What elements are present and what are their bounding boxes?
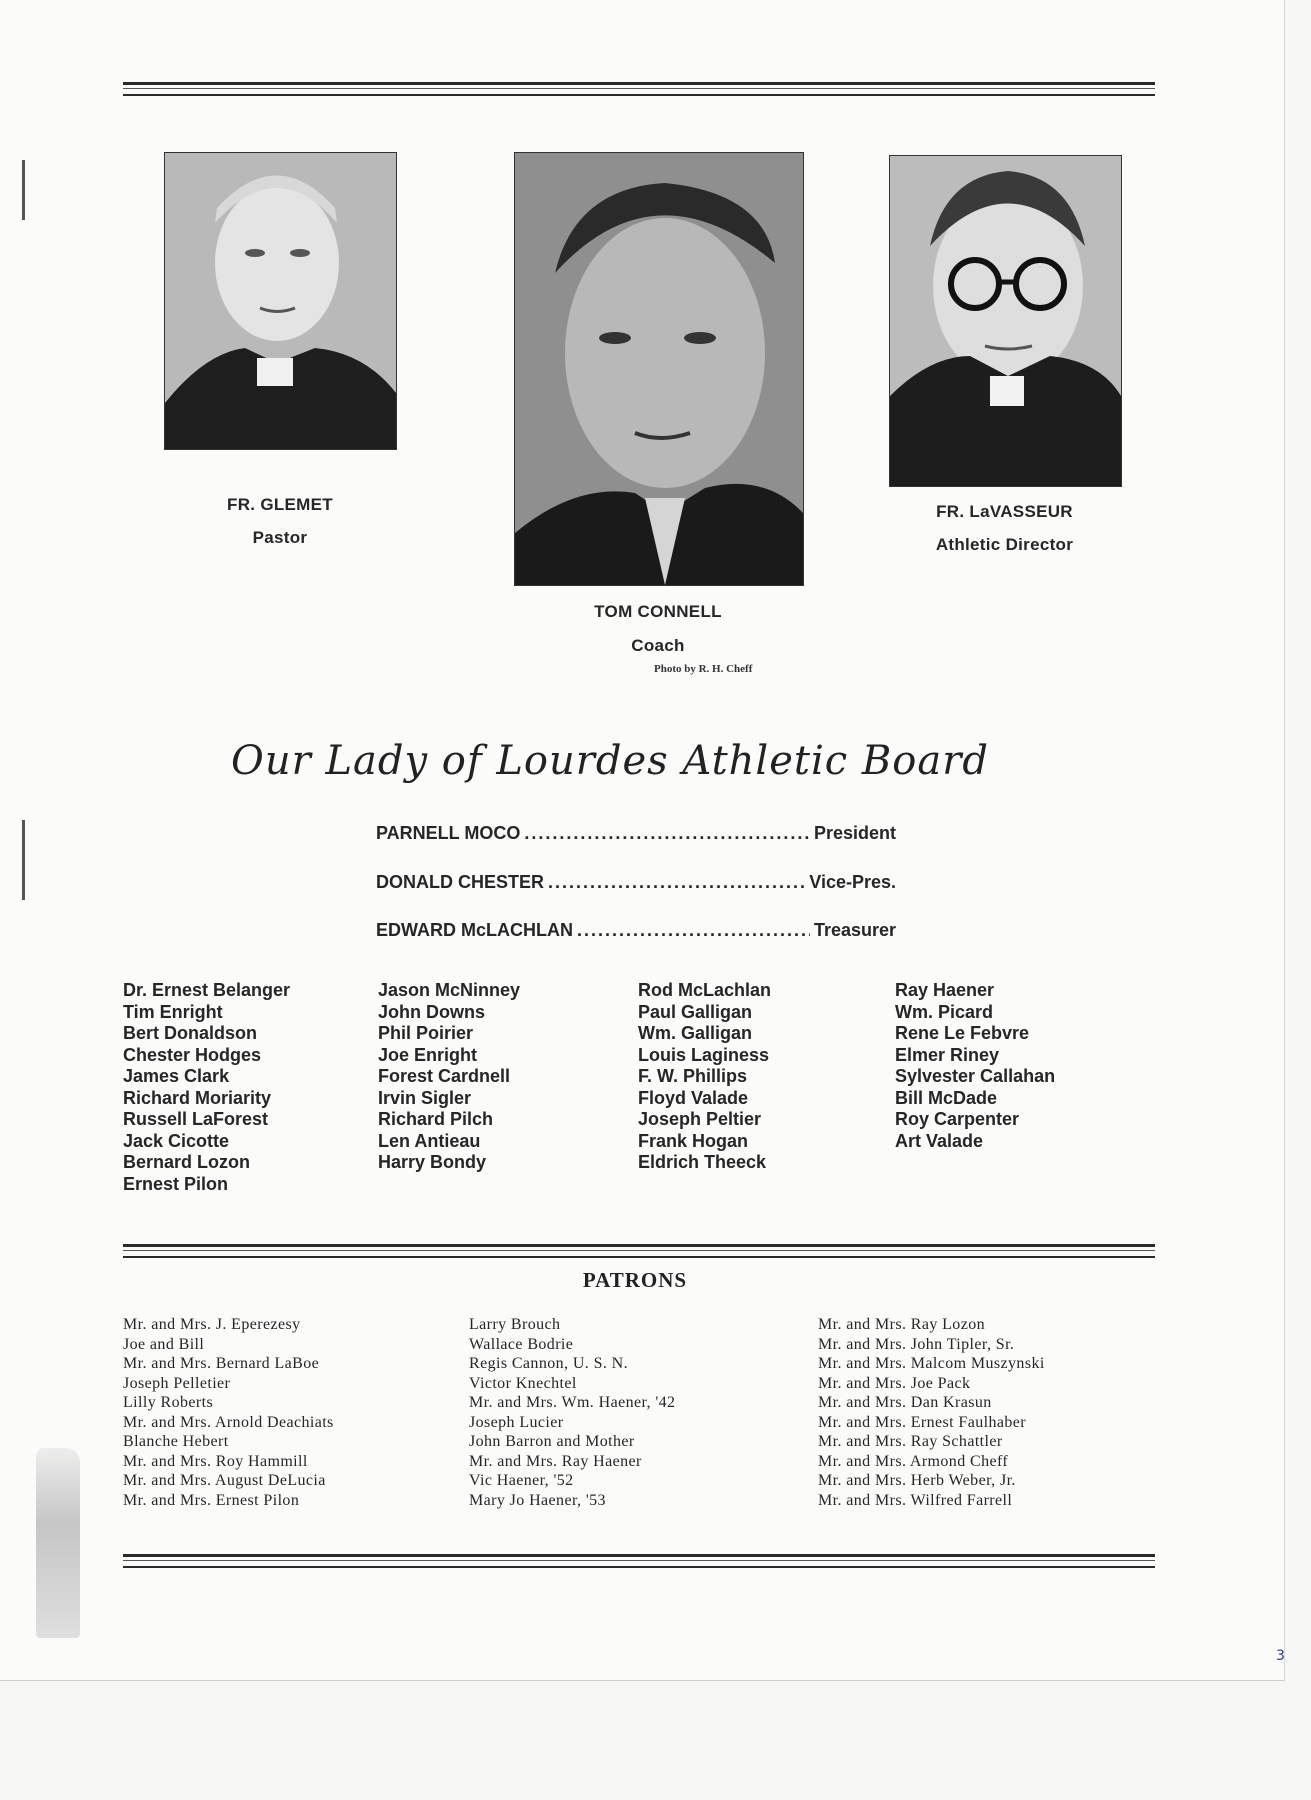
list-item: Russell LaForest [123,1109,269,1129]
list-item: Mr. and Mrs. Armond Cheff [818,1452,1009,1470]
list-item: Mr. and Mrs. Ernest Faulhaber [818,1413,1027,1431]
list-item: Mary Jo Haener, '53 [469,1491,606,1509]
list-item: Art Valade [895,1130,984,1151]
list-item: Mr. and Mrs. Joe Pack [818,1374,971,1392]
middle-rule [123,1244,1155,1258]
list-item: Mr. and Mrs. Wm. Haener, '42 [469,1394,676,1411]
list-item: Mr. and Mrs. Malcom Muszynski [818,1355,1045,1372]
list-item: Wm. Galligan [638,1023,753,1043]
leader-dots [577,920,810,941]
list-item: Chester Hodges [123,1044,262,1065]
list-item: Ray Haener [895,980,995,1000]
officer-row [376,872,896,898]
list-item: Irvin Sigler [378,1087,472,1108]
top-rule [123,82,1155,96]
list-item: F. W. Phillips [638,1066,748,1086]
list-item: Sylvester Callahan [895,1066,1056,1086]
leader-dots [548,872,805,893]
list-item: Forest Cardnell [378,1066,511,1086]
list-item: Joe and Bill [123,1335,205,1353]
list-item: Mr. and Mrs. Roy Hammill [123,1452,308,1470]
board-members-col4 [895,980,1055,1152]
list-item: Louis Laginess [638,1044,770,1065]
list-item: Frank Hogan [638,1130,749,1151]
officer-name: DONALD CHESTER [376,872,545,892]
list-item: Vic Haener, '52 [469,1472,574,1489]
list-item: Mr. and Mrs. August DeLucia [123,1472,326,1489]
scan-edge-mark [22,820,25,900]
patrons-col1 [123,1315,334,1510]
list-item: Joseph Peltier [638,1109,762,1129]
list-item: Larry Brouch [469,1316,561,1333]
list-item: Harry Bondy [378,1152,487,1172]
caption-name-center: TOM CONNELL [594,602,722,621]
scan-edge-mark [22,160,25,220]
list-item: Wallace Bodrie [469,1335,574,1353]
patrons-col3 [818,1315,1045,1510]
list-item: Richard Moriarity [123,1087,272,1108]
officer-row [376,823,896,849]
list-item: Mr. and Mrs. J. Eperezesy [123,1316,301,1333]
list-item: Jason McNinney [378,980,521,1000]
board-members-col2 [378,980,520,1174]
scan-smudge [36,1448,80,1638]
caption-role-left: Pastor [252,528,308,547]
caption-role-right: Athletic Director [935,535,1074,554]
patrons-col2 [469,1315,675,1510]
caption-role-center: Coach [631,636,685,655]
officer-title: Vice-Pres. [809,872,896,892]
list-item: Blanche Hebert [123,1433,229,1450]
board-members-col1 [123,980,290,1195]
bottom-rule [123,1554,1155,1568]
list-item: Rene Le Febvre [895,1023,1030,1043]
board-title: Our Lady of Lourdes Athletic Board [231,738,989,784]
list-item: Roy Carpenter [895,1109,1020,1129]
patrons-title: PATRONS [582,1268,688,1292]
list-item: Paul Galligan [638,1001,753,1022]
list-item: Mr. and Mrs. Dan Krasun [818,1394,992,1411]
list-item: Mr. and Mrs. John Tipler, Sr. [818,1335,1015,1353]
list-item: Eldrich Theeck [638,1152,767,1172]
portrait-tom-connell [514,152,804,586]
portrait-fr-lavasseur [889,155,1122,487]
officer-name: EDWARD McLACHLAN [376,920,573,940]
list-item: Bernard Lozon [123,1152,251,1172]
portrait-fr-glemet [164,152,397,450]
list-item: Joseph Lucier [469,1413,564,1431]
list-item: Richard Pilch [378,1109,494,1129]
list-item: Phil Poirier [378,1023,474,1043]
list-item: Lilly Roberts [123,1394,214,1411]
list-item: Mr. and Mrs. Ray Haener [469,1452,642,1470]
leader-dots [524,823,810,844]
list-item: Mr. and Mrs. Herb Weber, Jr. [818,1472,1016,1489]
list-item: Bert Donaldson [123,1023,258,1043]
list-item: Regis Cannon, U. S. N. [469,1355,629,1372]
list-item: Mr. and Mrs. Arnold Deachiats [123,1413,334,1431]
list-item: Rod McLachlan [638,980,772,1000]
officer-name: PARNELL MOCO [376,823,521,843]
list-item: Dr. Ernest Belanger [123,980,291,1000]
officer-title: Treasurer [813,920,896,940]
list-item: Bill McDade [895,1087,998,1108]
list-item: John Barron and Mother [469,1433,635,1450]
list-item: Jack Cicotte [123,1130,230,1151]
list-item: Mr. and Mrs. Wilfred Farrell [818,1491,1013,1509]
list-item: Mr. and Mrs. Ray Lozon [818,1316,986,1333]
page-mark: 3 [1276,1648,1285,1664]
list-item: Elmer Riney [895,1044,1000,1065]
list-item: Floyd Valade [638,1087,749,1108]
list-item: Mr. and Mrs. Ernest Pilon [123,1491,300,1509]
list-item: Joe Enright [378,1044,478,1065]
photo-credit: Photo by R. H. Cheff [654,663,753,675]
officer-row [376,920,896,946]
list-item: Mr. and Mrs. Ray Schattler [818,1433,1003,1450]
list-item: James Clark [123,1066,230,1086]
caption-name-right: FR. LaVASSEUR [936,502,1073,521]
board-members-col3 [638,980,771,1174]
list-item: Victor Knechtel [469,1374,577,1392]
officer-title: President [813,823,896,843]
list-item: Mr. and Mrs. Bernard LaBoe [123,1355,320,1372]
list-item: Tim Enright [123,1001,223,1022]
list-item: Ernest Pilon [123,1173,229,1194]
list-item: Joseph Pelletier [123,1374,231,1392]
list-item: Len Antieau [378,1130,481,1151]
list-item: John Downs [378,1001,485,1022]
caption-name-left: FR. GLEMET [227,495,333,514]
list-item: Wm. Picard [895,1001,994,1022]
